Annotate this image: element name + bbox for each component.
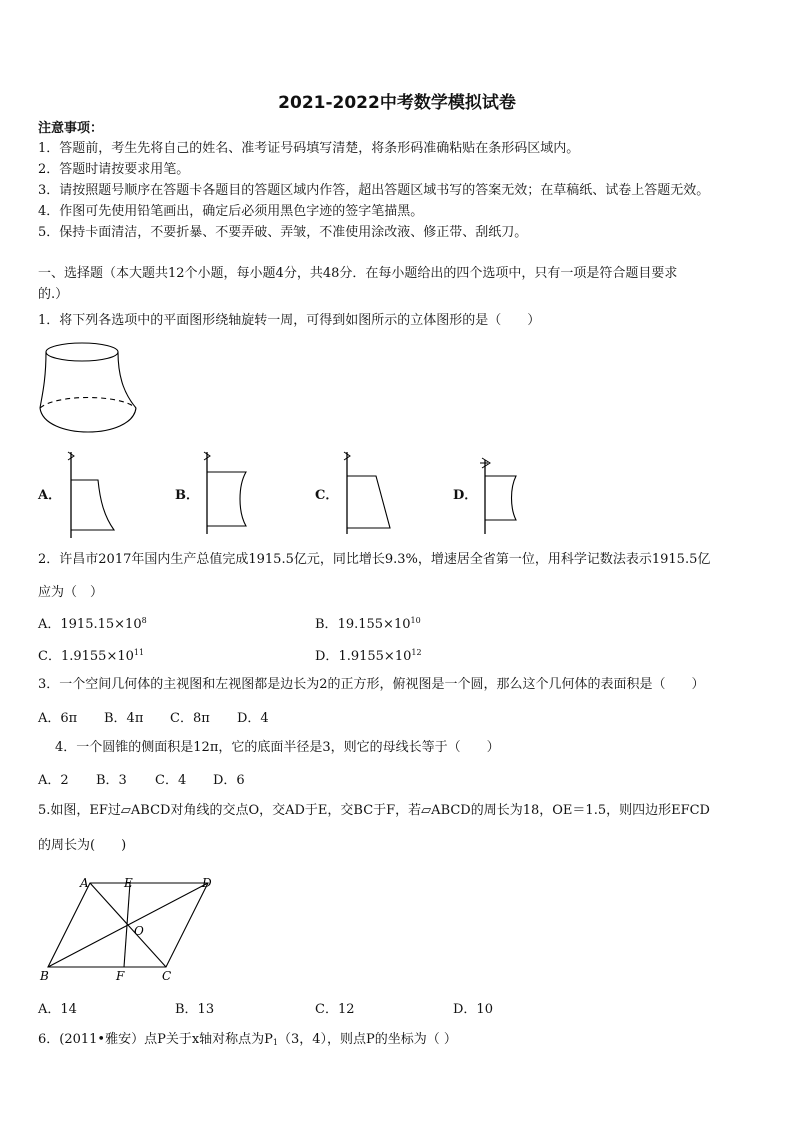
q4-option-d: D．6: [213, 773, 245, 788]
question-1-stem: 1．将下列各选项中的平面图形绕轴旋转一周，可得到如图所示的立体图形的是（ ）: [38, 313, 541, 328]
q2-option-b: B．$19.155\times 10^{10}$: [315, 616, 421, 632]
notice-heading: 注意事项：: [38, 121, 104, 136]
vertex-label-a: A: [80, 876, 89, 890]
q2-option-a: A．$1915.15\times 10^8$: [38, 616, 147, 632]
q1-option-d-label: D．: [453, 488, 478, 503]
vertex-label-f: F: [116, 969, 125, 983]
notice-item: 3．请按照题号顺序在答题卡各题目的答题区域内作答，超出答题区域书写的答案无效；在草稿纸、试卷上答题无效。: [38, 183, 710, 198]
notice-item: 1．答题前，考生先将自己的姓名、准考证号码填写清楚，将条形码准确粘贴在条形码区域内。: [38, 141, 580, 156]
vertex-label-b: B: [40, 969, 49, 983]
q5-option-d: D．10: [453, 1002, 493, 1017]
page-title: 2021-2022中考数学模拟试卷: [278, 93, 516, 113]
vertex-label-d: D: [202, 876, 212, 890]
vertex-label-e: E: [124, 876, 133, 890]
question-6-stem: 6．(2011•雅安）点P关于x轴对称点为$P_1(3$，4），则点P的坐标为（ ）: [38, 1032, 457, 1047]
question-5-stem-cont: 的周长为( ): [38, 838, 127, 853]
question-3-stem: 3．一个空间几何体的主视图和左视图都是边长为2的正方形，俯视图是一个圆，那么这个几何体的表面积是（ ）: [38, 677, 705, 692]
q5-option-b: B．13: [175, 1002, 215, 1017]
q1-solid-figure: [36, 340, 142, 436]
q1-option-c-figure: [336, 450, 396, 540]
q4-option-c: C．4: [155, 773, 187, 788]
question-2-stem: 2．许昌市2017年国内生产总值完成1915.5亿元，同比增长9.3%，增速居全省第一位，用科学记数法表示1915.5亿: [38, 552, 711, 567]
q5-option-c: C．12: [315, 1002, 355, 1017]
q2-option-d: D．$1.9155\times 10^{12}$: [315, 648, 422, 664]
point-label-o: O: [134, 924, 144, 938]
q1-option-c-label: C．: [315, 488, 339, 503]
q1-option-b-label: B．: [175, 488, 199, 503]
vertex-label-c: C: [162, 969, 172, 983]
q1-option-b-figure: [196, 450, 256, 540]
question-4-stem: 4．一个圆锥的侧面积是12π，它的底面半径是3，则它的母线长等于（ ）: [55, 740, 500, 755]
q1-option-a-figure: [60, 450, 120, 540]
q5-option-a: A．14: [38, 1002, 77, 1017]
notice-item: 5．保持卡面清洁，不要折暴、不要弄破、弄皱，不准使用涂改液、修正带、刮纸刀。: [38, 225, 528, 240]
notice-item: 2．答题时请按要求用笔。: [38, 162, 190, 177]
q3-option-c: C．8π: [170, 711, 210, 726]
section-heading: 一、选择题（本大题共12个小题，每小题4分，共48分．在每小题给出的四个选项中，只有一项是符合题目要求: [38, 266, 678, 281]
q3-option-b: B．4π: [104, 711, 144, 726]
q3-option-a: A．6π: [38, 711, 78, 726]
q3-option-d: D．4: [237, 711, 269, 726]
question-2-stem-cont: 应为（ ）: [38, 585, 104, 600]
q5-parallelogram-figure: [36, 872, 226, 986]
section-heading-cont: 的.）: [38, 287, 69, 302]
q2-option-c: C．$1.9155\times 10^{11}$: [38, 648, 145, 664]
q1-option-a-label: A．: [38, 488, 62, 503]
notice-item: 4．作图可先使用铅笔画出，确定后必须用黑色字迹的签字笔描黑。: [38, 204, 424, 219]
q4-option-a: A．2: [38, 773, 69, 788]
question-5-stem: 5.如图，EF过▱ABCD对角线的交点O，交AD于E，交BC于F，若▱ABCD的周长为18，OE＝1.5，则四边形EFCD: [38, 803, 710, 818]
q4-option-b: B．3: [96, 773, 127, 788]
q1-option-d-figure: [474, 450, 534, 540]
